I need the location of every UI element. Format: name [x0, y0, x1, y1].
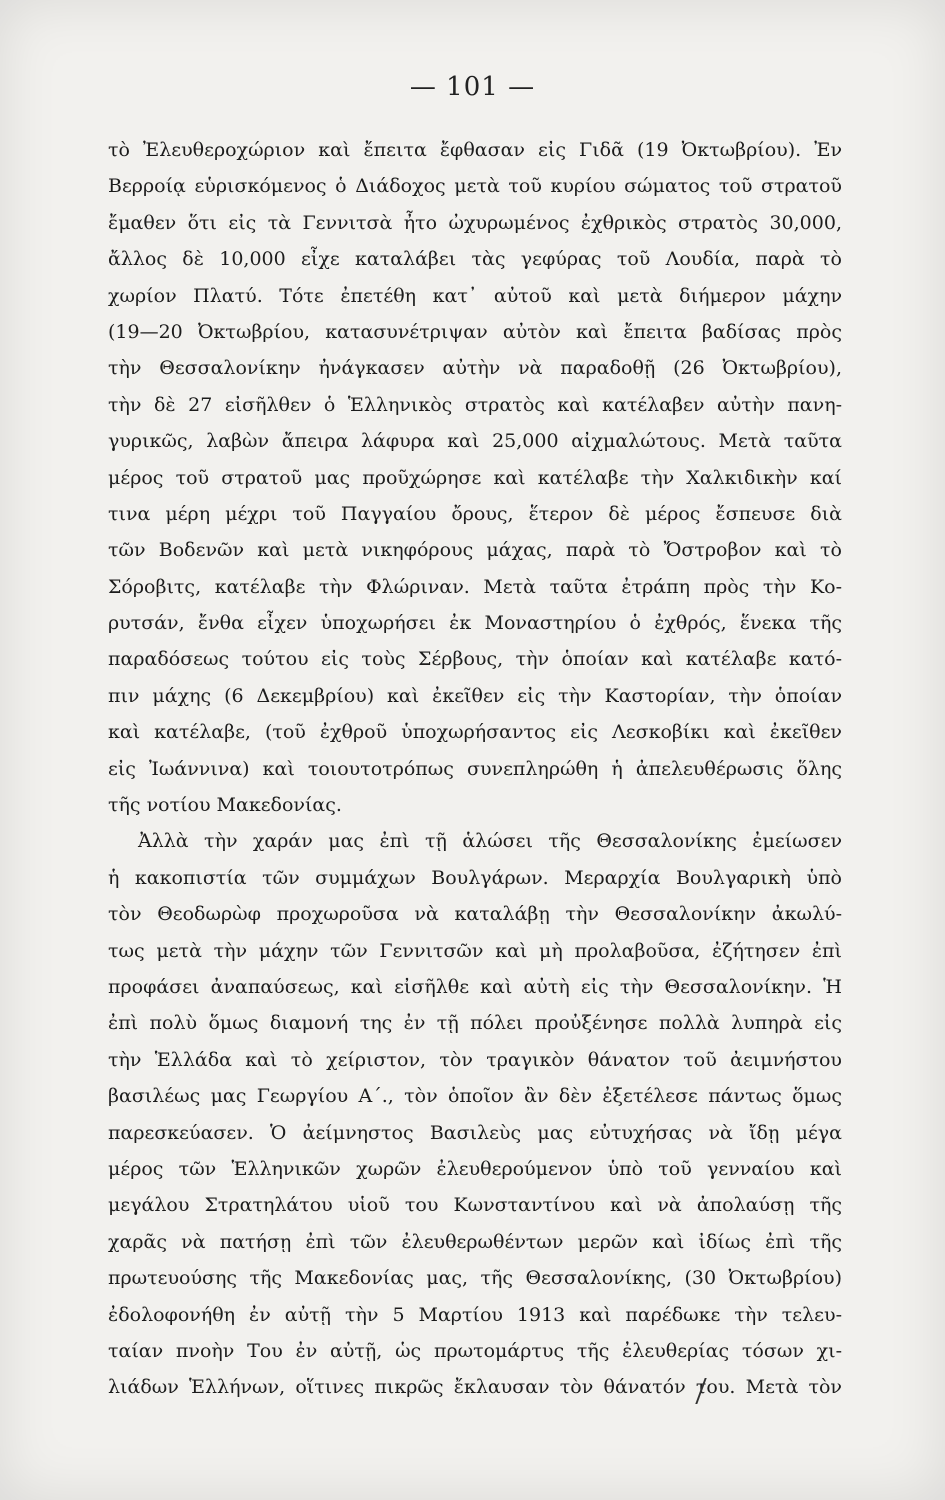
- text-line: πρωτευούσης τῆς Μακεδονίας μας, τῆς Θεσσαλονίκης, (30 Ὀκτωβρίου): [108, 1267, 842, 1290]
- paragraph-first-line: Ἀλλὰ τὴν χαράν μας ἐπὶ τῇ ἁλώσει τῆς Θεσσαλονίκης ἐμείωσεν: [138, 830, 842, 853]
- text-line: καὶ κατέλαβε, (τοῦ ἐχθροῦ ὑποχωρήσαντος εἰς Λεσκοβίκι καὶ ἐκεῖθεν: [108, 721, 842, 744]
- text-line: παρεσκεύασεν. Ὁ ἀείμνηστος Βασιλεὺς μας εὐτυχήσας νὰ ἴδῃ μέγα: [108, 1121, 842, 1144]
- text-line: βασιλέως μας Γεωργίου Α΄., τὸν ὁποῖον ἂν δὲν ἐξετέλεσε πάντως ὅμως: [108, 1085, 842, 1108]
- text-line: χωρίον Πλατύ. Τότε ἐπετέθη κατ᾽ αὐτοῦ καὶ μετὰ διήμερον μάχην: [108, 284, 842, 307]
- page-number: — 101 —: [409, 72, 536, 102]
- text-line: ρυτσάν, ἔνθα εἶχεν ὑποχωρήσει ἐκ Μοναστηρίου ὁ ἐχθρός, ἕνεκα τῆς: [108, 612, 842, 635]
- text-line: τὸν Θεοδωρὼφ προχωροῦσα νὰ καταλάβῃ τὴν Θεσσαλονίκην ἀκωλύ-: [108, 903, 842, 926]
- text-line: τῆς νοτίου Μακεδονίας.: [108, 794, 342, 817]
- text-line: πιν μάχης (6 Δεκεμβρίου) καὶ ἐκεῖθεν εἰς τὴν Καστορίαν, τὴν ὁποίαν: [108, 684, 842, 707]
- text-line: προφάσει ἀναπαύσεως, καὶ εἰσῆλθε καὶ αὐτὴ εἰς τὴν Θεσσαλονίκην. Ἡ: [108, 975, 842, 998]
- margin-mark: [545, 0, 565, 14]
- text-line: ἄλλος δὲ 10,000 εἶχε καταλάβει τὰς γεφύρας τοῦ Λουδία, παρὰ τὸ: [108, 248, 842, 271]
- text-line: μέρος τῶν Ἑλληνικῶν χωρῶν ἐλευθερούμενον ὑπὸ τοῦ γενναίου καὶ: [108, 1157, 842, 1180]
- text-line: τινα μέρη μέχρι τοῦ Παγγαίου ὄρους, ἕτερον δὲ μέρος ἔσπευσε διὰ: [108, 502, 842, 525]
- text-line: χαρᾶς νὰ πατήσῃ ἐπὶ τῶν ἐλευθερωθέντων μερῶν καὶ ἰδίως ἐπὶ τῆς: [108, 1230, 842, 1253]
- text-line: τὴν Θεσσαλονίκην ἠνάγκασεν αὐτὴν νὰ παραδοθῇ (26 Ὀκτωβρίου),: [108, 357, 842, 380]
- text-line: τὴν δὲ 27 εἰσῆλθεν ὁ Ἑλληνικὸς στρατὸς καὶ κατέλαβεν αὐτὴν πανη-: [108, 393, 842, 416]
- text-line: μέρος τοῦ στρατοῦ μας προῦχώρησε καὶ κατέλαβε τὴν Χαλκιδικὴν καί: [108, 466, 842, 489]
- text-line: λιάδων Ἑλλήνων, οἵτινες πικρῶς ἔκλαυσαν τὸν θάνατόν του. Μετὰ τὸν: [108, 1376, 842, 1399]
- text-line: Σόροβιτς, κατέλαβε τὴν Φλώριναν. Μετὰ ταῦτα ἐτράπη πρὸς τὴν Κο-: [108, 575, 842, 598]
- text-line: Βερροίᾳ εὑρισκόμενος ὁ Διάδοχος μετὰ τοῦ κυρίου σώματος τοῦ στρατοῦ: [108, 175, 842, 198]
- text-line: ἐδολοφονήθη ἐν αὐτῇ τὴν 5 Μαρτίου 1913 καὶ παρέδωκε τὴν τελευ-: [108, 1303, 842, 1326]
- text-line: τως μετὰ τὴν μάχην τῶν Γεννιτσῶν καὶ μὴ προλαβοῦσα, ἐζήτησεν ἐπὶ: [108, 939, 842, 962]
- text-line: τὸ Ἐλευθεροχώριον καὶ ἔπειτα ἔφθασαν εἰς Γιδᾶ (19 Ὀκτωβρίου). Ἐν: [108, 139, 842, 161]
- text-line: παραδόσεως τούτου εἰς τοὺς Σέρβους, τὴν ὁποίαν καὶ κατέλαβε κατό-: [108, 648, 842, 671]
- body-text: [108, 132, 842, 1406]
- text-line: τῶν Βοδενῶν καὶ μετὰ νικηφόρους μάχας, παρὰ τὸ Ὄστροβον καὶ τὸ: [108, 539, 842, 562]
- text-line: ἔμαθεν ὅτι εἰς τὰ Γεννιτσὰ ἦτο ὠχυρωμένος ἐχθρικὸς στρατὸς 30,000,: [108, 211, 842, 234]
- text-line: εἰς Ἰωάννινα) καὶ τοιουτοτρόπως συνεπληρώθη ἡ ἀπελευθέρωσις ὅλης: [108, 757, 842, 780]
- text-line: ἐπὶ πολὺ ὅμως διαμονή της ἐν τῇ πόλει προὐξένησε πολλὰ λυπηρὰ εἰς: [108, 1012, 842, 1035]
- text-line: γυρικῶς, λαβὼν ἄπειρα λάφυρα καὶ 25,000 αἰχμαλώτους. Μετὰ ταῦτα: [108, 430, 842, 453]
- text-line: (19—20 Ὀκτωβρίου, κατασυνέτριψαν αὐτὸν καὶ ἔπειτα βαδίσας πρὸς: [108, 320, 842, 343]
- text-line: ταίαν πνοὴν Του ἐν αὐτῇ, ὡς πρωτομάρτυς τῆς ἐλευθερίας τόσων χι-: [108, 1339, 842, 1362]
- text-line: μεγάλου Στρατηλάτου υἱοῦ του Κωνσταντίνου καὶ νὰ ἀπολαύσῃ τῆς: [108, 1194, 842, 1217]
- text-line: ἡ κακοπιστία τῶν συμμάχων Βουλγάρων. Μεραρχία Βουλγαρικὴ ὑπὸ: [108, 866, 842, 889]
- text-line: τὴν Ἑλλάδα καὶ τὸ χείριστον, τὸν τραγικὸν θάνατον τοῦ ἀειμνήστου: [108, 1048, 842, 1071]
